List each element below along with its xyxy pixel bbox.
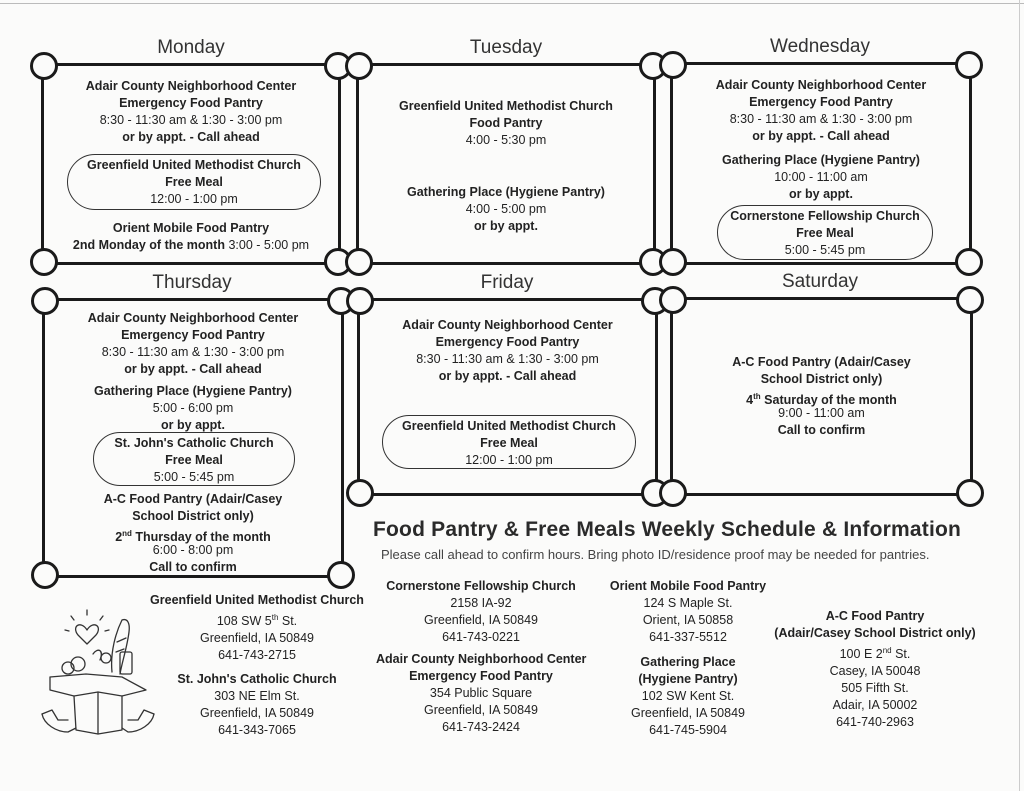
pill-line: Free Meal bbox=[796, 226, 854, 240]
contact-name: Orient Mobile Food Pantry bbox=[609, 579, 767, 593]
thursday-box bbox=[42, 298, 344, 578]
contact-gathering bbox=[600, 654, 776, 739]
thursday-line: 5:00 - 6:00 pm bbox=[152, 401, 234, 415]
contact-address: 100 E 2nd St. bbox=[839, 646, 911, 662]
contact-phone: 641-743-2424 bbox=[442, 720, 520, 734]
friday-box bbox=[357, 298, 658, 496]
friday-line: Emergency Food Pantry bbox=[435, 335, 580, 349]
monday-line: 8:30 - 11:30 am & 1:30 - 3:00 pm bbox=[99, 113, 283, 127]
pill-line: Greenfield United Methodist Church bbox=[87, 158, 301, 172]
thursday-line: or by appt. - Call ahead bbox=[124, 362, 262, 376]
friday-title: Friday bbox=[480, 272, 534, 293]
wednesday-line: or by appt. - Call ahead bbox=[752, 129, 890, 143]
contact-city: Greenfield, IA 50849 bbox=[631, 706, 745, 720]
friday-line: 8:30 - 11:30 am & 1:30 - 3:00 pm bbox=[416, 352, 599, 366]
wednesday-line: Gathering Place (Hygiene Pantry) bbox=[722, 153, 920, 167]
contact-name: St. John's Catholic Church bbox=[177, 672, 337, 686]
pill-line: Greenfield United Methodist Church bbox=[402, 419, 616, 433]
thursday-line: School District only) bbox=[132, 509, 254, 523]
tuesday-line: Food Pantry bbox=[469, 116, 543, 130]
right-border bbox=[1019, 0, 1020, 791]
contact-phone: 641-745-5904 bbox=[649, 723, 727, 737]
contact-name: A-C Food Pantry bbox=[825, 609, 925, 623]
monday-box bbox=[41, 63, 341, 265]
monday-meal-pill bbox=[67, 154, 321, 210]
pill-line: 12:00 - 1:00 pm bbox=[150, 192, 238, 206]
thursday-line: 8:30 - 11:30 am & 1:30 - 3:00 pm bbox=[101, 345, 285, 359]
contact-city: Adair, IA 50002 bbox=[832, 698, 918, 713]
monday-line: Emergency Food Pantry bbox=[119, 96, 263, 110]
thursday-line: Emergency Food Pantry bbox=[121, 328, 265, 342]
contact-ac bbox=[772, 608, 978, 731]
wednesday-box bbox=[670, 62, 972, 265]
thursday-line: Adair County Neighborhood Center bbox=[87, 311, 299, 325]
saturday-line: Call to confirm bbox=[777, 423, 866, 437]
thursday-line: Gathering Place (Hygiene Pantry) bbox=[94, 384, 292, 398]
saturday-line: 9:00 - 11:00 am bbox=[778, 406, 865, 420]
contact-address: 2158 IA-92 bbox=[450, 596, 512, 610]
contact-orient bbox=[600, 578, 776, 646]
wednesday-line: Adair County Neighborhood Center bbox=[715, 78, 927, 92]
thursday-title: Thursday bbox=[152, 272, 232, 293]
contact-city: Greenfield, IA 50849 bbox=[200, 631, 314, 646]
tuesday-line: 4:00 - 5:00 pm bbox=[465, 202, 547, 216]
page-subtitle: Please call ahead to confirm hours. Bring photo ID/residence proof may be needed for pantries. bbox=[381, 547, 930, 562]
contact-phone: 641-743-2715 bbox=[218, 648, 296, 663]
pill-line: Free Meal bbox=[165, 175, 223, 189]
contact-address: 354 Public Square bbox=[429, 686, 533, 700]
contact-name: Adair County Neighborhood Center bbox=[376, 652, 587, 666]
wednesday-meal-pill bbox=[717, 205, 933, 260]
wednesday-line: or by appt. bbox=[789, 187, 853, 201]
contact-name: (Adair/Casey School District only) bbox=[774, 626, 976, 640]
pill-line: Free Meal bbox=[480, 436, 538, 450]
saturday-line: 4th Saturday of the month bbox=[746, 392, 897, 408]
thursday-line: 2nd Thursday of the month bbox=[115, 529, 271, 545]
contact-phone: 641-343-7065 bbox=[218, 723, 296, 737]
tuesday-line: or by appt. bbox=[474, 219, 538, 233]
pill-line: 5:00 - 5:45 pm bbox=[784, 243, 866, 257]
pill-line: St. John's Catholic Church bbox=[114, 436, 274, 450]
contact-city: Greenfield, IA 50849 bbox=[424, 703, 538, 717]
saturday-line: School District only) bbox=[760, 372, 883, 386]
contact-city: Orient, IA 50858 bbox=[642, 613, 734, 627]
contact-acnc bbox=[376, 651, 586, 736]
pill-line: Cornerstone Fellowship Church bbox=[730, 209, 920, 223]
friday-meal-pill bbox=[382, 415, 636, 469]
monday-line: Orient Mobile Food Pantry bbox=[112, 221, 270, 235]
tuesday-line: Gathering Place (Hygiene Pantry) bbox=[407, 185, 605, 199]
contact-city: Casey, IA 50048 bbox=[829, 664, 921, 679]
contact-name: Greenfield United Methodist Church bbox=[150, 593, 364, 607]
contact-address: 124 S Maple St. bbox=[643, 596, 733, 610]
thursday-line: Call to confirm bbox=[149, 560, 237, 574]
wednesday-line: Emergency Food Pantry bbox=[749, 95, 893, 109]
monday-line: Adair County Neighborhood Center bbox=[85, 79, 297, 93]
wednesday-line: 8:30 - 11:30 am & 1:30 - 3:00 pm bbox=[729, 112, 913, 126]
tuesday-line: Greenfield United Methodist Church bbox=[399, 99, 613, 113]
wednesday-line: 10:00 - 11:00 am bbox=[774, 170, 868, 184]
saturday-box bbox=[670, 297, 973, 496]
thursday-line: 6:00 - 8:00 pm bbox=[152, 543, 234, 557]
contact-address: 303 NE Elm St. bbox=[214, 689, 300, 703]
saturday-title: Saturday bbox=[781, 271, 859, 292]
pill-line: 5:00 - 5:45 pm bbox=[153, 470, 235, 484]
monday-line: or by appt. - Call ahead bbox=[122, 130, 260, 144]
contact-phone: 641-337-5512 bbox=[649, 630, 727, 644]
tuesday-box bbox=[356, 63, 656, 265]
contact-address: 108 SW 5th St. bbox=[216, 613, 298, 629]
page-title: Food Pantry & Free Meals Weekly Schedule & Information bbox=[373, 518, 962, 541]
contact-stjohn bbox=[150, 671, 364, 739]
contact-name: Gathering Place bbox=[640, 655, 736, 669]
saturday-line: A-C Food Pantry (Adair/Casey bbox=[732, 355, 911, 369]
top-border bbox=[0, 3, 1024, 4]
thursday-meal-pill bbox=[93, 432, 295, 486]
contact-address: 102 SW Kent St. bbox=[641, 689, 735, 703]
friday-line: or by appt. - Call ahead bbox=[438, 369, 577, 383]
monday-line: 2nd Monday of the month 3:00 - 5:00 pm bbox=[72, 238, 310, 252]
tuesday-line: 4:00 - 5:30 pm bbox=[465, 133, 547, 147]
contact-name: (Hygiene Pantry) bbox=[638, 672, 738, 686]
contact-gumc bbox=[150, 592, 364, 664]
contact-address: 505 Fifth St. bbox=[841, 681, 909, 696]
contact-city: Greenfield, IA 50849 bbox=[424, 613, 538, 627]
monday-title: Monday bbox=[157, 37, 225, 58]
tuesday-title: Tuesday bbox=[469, 37, 543, 58]
contact-phone: 641-743-0221 bbox=[442, 630, 520, 644]
contact-name: Emergency Food Pantry bbox=[409, 669, 553, 683]
thursday-line: A-C Food Pantry (Adair/Casey bbox=[103, 492, 283, 506]
food-box-hands-icon bbox=[38, 602, 158, 740]
wednesday-title: Wednesday bbox=[770, 36, 870, 57]
pill-line: 12:00 - 1:00 pm bbox=[465, 453, 553, 467]
contact-name: Cornerstone Fellowship Church bbox=[386, 579, 576, 593]
thursday-line: or by appt. bbox=[161, 418, 225, 432]
contact-cornerstone bbox=[376, 578, 586, 646]
contact-city: Greenfield, IA 50849 bbox=[200, 706, 314, 720]
pill-line: Free Meal bbox=[165, 453, 223, 467]
friday-line: Adair County Neighborhood Center bbox=[402, 318, 613, 332]
contact-phone: 641-740-2963 bbox=[836, 715, 914, 730]
